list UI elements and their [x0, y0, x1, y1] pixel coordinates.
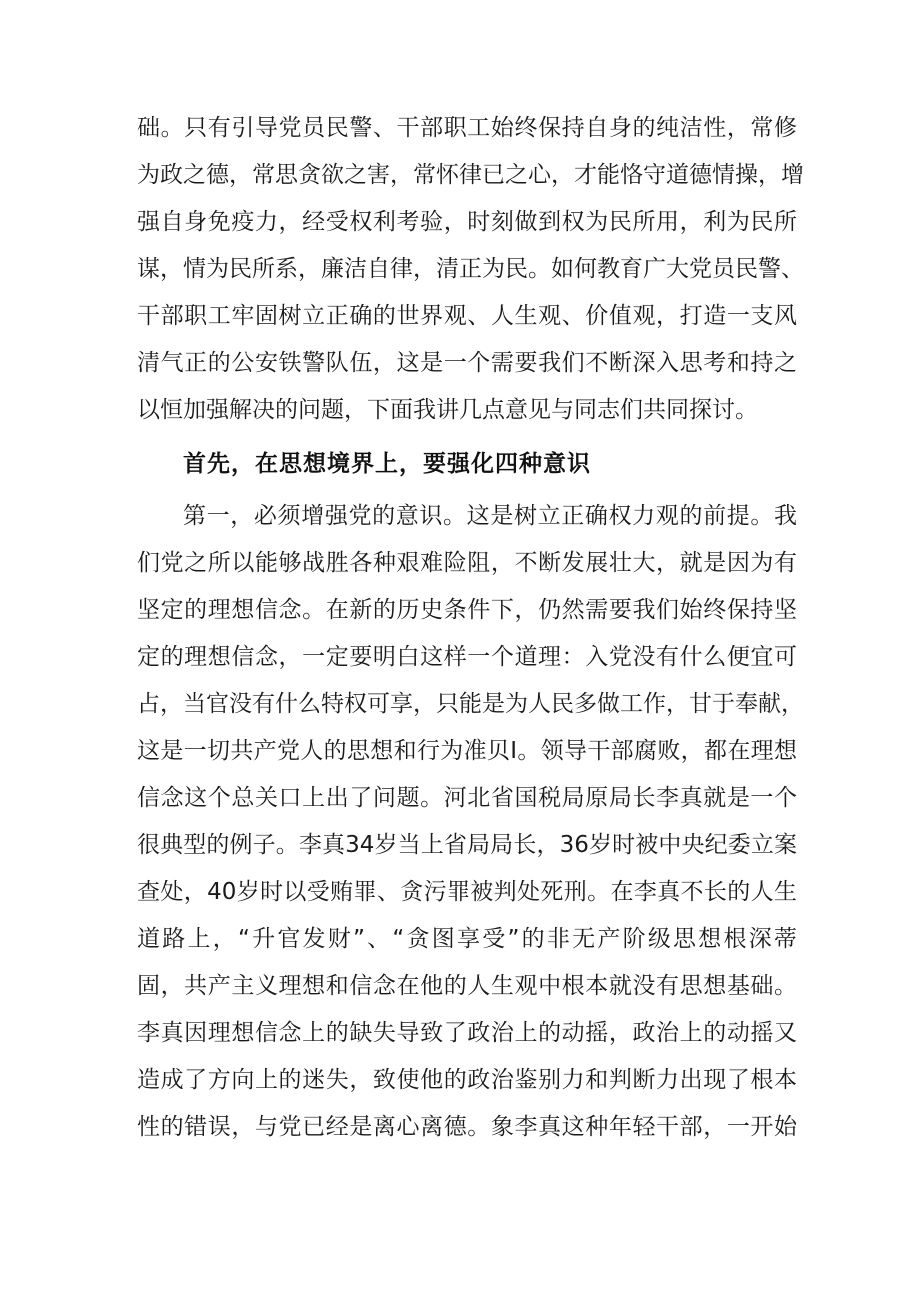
paragraph-line: 础。只有引导党员民警、干部职工始终保持自身的纯洁性，常修: [137, 115, 797, 141]
paragraph-line: 这是一切共产党人的思想和行为准贝I。领导干部腐败，都在理想: [137, 738, 797, 764]
paragraph-line: 占，当官没有什么特权可享，只能是为人民多做工作，甘于奉献，: [137, 691, 804, 717]
paragraph-line: 第一，必须增强党的意识。这是树立正确权力观的前提。我: [183, 503, 797, 529]
paragraph-line: 李真因理想信念上的缺失导致了政治上的动摇，政治上的动摇又: [137, 1020, 797, 1046]
paragraph-line: 信念这个总关口上出了问题。河北省国税局原局长李真就是一个: [137, 785, 797, 811]
paragraph-line: 强自身免疫力，经受权利考验，时刻做到权为民所用，利为民所: [137, 209, 797, 235]
paragraph-line: 坚定的理想信念。在新的历史条件下，仍然需要我们始终保持坚: [137, 597, 797, 623]
paragraph-line: 定的理想信念，一定要明白这样一个道理：入党没有什么便宜可: [137, 644, 797, 670]
paragraph-line: 清气正的公安铁警队伍，这是一个需要我们不断深入思考和持之: [137, 350, 797, 376]
section-heading: 首先，在思想境界上，要强化四种意识: [183, 451, 591, 477]
paragraph-line: 谋，情为民所系，廉洁自律，清正为民。如何教育广大党员民警、: [137, 256, 804, 282]
paragraph-line: 很典型的例子。李真34岁当上省局局长，36岁时被中央纪委立案: [137, 832, 797, 858]
paragraph-line: 查处，40岁时以受贿罪、贪污罪被判处死刑。在李真不长的人生: [137, 879, 797, 905]
paragraph-line: 性的错误，与党已经是离心离德。象李真这种年轻干部，一开始: [137, 1114, 797, 1140]
paragraph-line: 干部职工牢固树立正确的世界观、人生观、价值观，打造一支风: [137, 303, 797, 329]
paragraph-line: 们党之所以能够战胜各种艰难险阻，不断发展壮大，就是因为有: [137, 550, 797, 576]
paragraph-line: 以恒加强解决的问题，下面我讲几点意见与同志们共同探讨。: [137, 397, 758, 423]
paragraph-line: 为政之德，常思贪欲之害，常怀律已之心，才能恪守道德情操，增: [137, 162, 804, 188]
paragraph-line: 造成了方向上的迷失，致使他的政治鉴别力和判断力出现了根本: [137, 1067, 797, 1093]
paragraph-line: 道路上，“升官发财”、“贪图享受”的非无产阶级思想根深蒂: [137, 926, 797, 952]
paragraph-line: 固，共产主义理想和信念在他的人生观中根本就没有思想基础。: [137, 973, 797, 999]
